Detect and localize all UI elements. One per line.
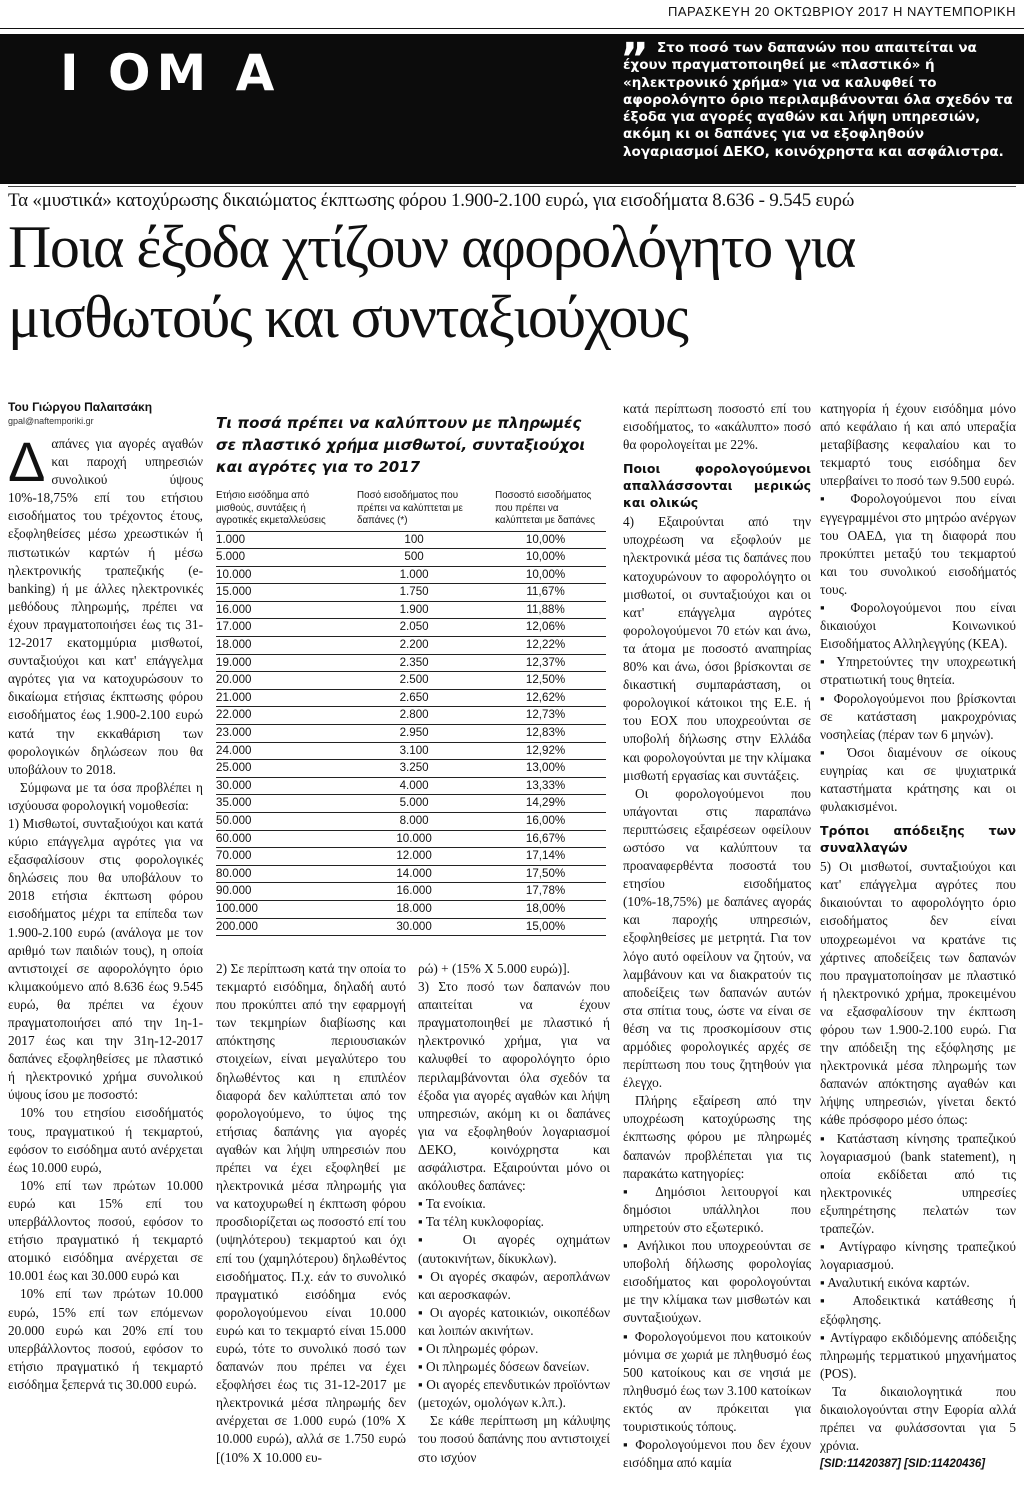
- header-date-publication: ΠΑΡΑΣΚΕΥΗ 20 ΟΚΤΩΒΡΙΟΥ 2017 Η ΝΑΥΤΕΜΠΟΡΙΚΗ: [667, 4, 1016, 19]
- percent-cell: 12,50%: [485, 672, 606, 690]
- income-cell: 16.000: [216, 601, 343, 619]
- percent-cell: 11,88%: [485, 601, 606, 619]
- income-cell: 25.000: [216, 760, 343, 778]
- percent-cell: 11,67%: [485, 584, 606, 602]
- table-row: [216, 707, 606, 725]
- income-cell: 17.000: [216, 619, 343, 637]
- percent-cell: 17,50%: [485, 865, 606, 883]
- income-cell: 100.000: [216, 900, 343, 918]
- bullet-item: ▪ Κατάσταση κίνησης τραπεζικού λογαριασμού (bank statement), η οποία εκδίδεται από τις ηλεκτρονικές υπηρεσίες εξυπηρέτησης πελατών των τραπεζών.: [820, 1130, 1016, 1237]
- income-cell: 30.000: [216, 777, 343, 795]
- percent-cell: 12,37%: [485, 654, 606, 672]
- bullet-item: ▪ Αναλυτική εικόνα καρτών.: [820, 1275, 970, 1291]
- author-name: Του Γιώργου Παλαιτσάκη: [8, 400, 153, 414]
- table-row: [216, 601, 606, 619]
- percent-cell: 17,14%: [485, 848, 606, 866]
- percent-cell: 10,00%: [485, 549, 606, 567]
- bullet-item: ▪ Φορολογούμενοι που είναι δικαιούχοι Κοινωνικού Εισοδήματος Αλληλεγγύης (ΚΕΑ).: [820, 600, 1016, 652]
- table-row: [216, 813, 606, 831]
- column-1: [8, 400, 203, 1394]
- drop-cap: Δ: [8, 430, 46, 493]
- bullet-item: ▪ Αποδεικτικά κατάθεσης ή εξόφλησης.: [820, 1293, 1016, 1327]
- paragraph: κατηγορία ή έχουν εισόδημα μόνο από κεφάλαιο ή και από υπεραξία μεταβίβασης κεφαλαίου και το τεκμαρτό τους εισόδημα δεν υπερβαίνει το ποσό των 9.500 ευρώ.: [820, 401, 1016, 489]
- table-row: [216, 566, 606, 584]
- amount-cell: 2.800: [343, 707, 485, 725]
- column-3: [418, 960, 610, 1467]
- amount-cell: 3.100: [343, 742, 485, 760]
- percent-cell: 10,00%: [485, 531, 606, 549]
- percent-cell: 16,67%: [485, 830, 606, 848]
- income-cell: 50.000: [216, 813, 343, 831]
- header-rule: [0, 28, 1024, 29]
- paragraph: ρώ) + (15% Χ 5.000 ευρώ)].: [418, 961, 570, 976]
- percent-cell: 17,78%: [485, 883, 606, 901]
- amount-cell: 4.000: [343, 777, 485, 795]
- author-email: gpal@naftemporiki.gr: [8, 416, 94, 426]
- income-cell: 70.000: [216, 848, 343, 866]
- amount-cell: 2.050: [343, 619, 485, 637]
- bullet-item: ▪ Αντίγραφο εκδιδόμενης απόδειξης πληρωμής τερματικού μηχανήματος (POS).: [820, 1329, 1016, 1381]
- amount-cell: 2.500: [343, 672, 485, 690]
- table-row: [216, 848, 606, 866]
- paragraph: Σε κάθε περίπτωση μη κάλυψης του ποσού δαπάνης που αντιστοιχεί στο ισχύον: [418, 1413, 610, 1465]
- table-row: [216, 760, 606, 778]
- income-cell: 23.000: [216, 725, 343, 743]
- expense-table: [216, 490, 606, 936]
- table-row: [216, 689, 606, 707]
- table-row: [216, 549, 606, 567]
- column-4: [623, 400, 811, 1472]
- amount-cell: 2.950: [343, 725, 485, 743]
- paragraph: Σύμφωνα με τα όσα προβλέπει η ισχύουσα φορολογική νομοθεσία:: [8, 779, 203, 813]
- percent-cell: 16,00%: [485, 813, 606, 831]
- percent-cell: 15,00%: [485, 918, 606, 936]
- table-row: [216, 865, 606, 883]
- paragraph: Πλήρης εξαίρεση από την υποχρέωση κατοχύρωσης της έκπτωσης φόρου με πληρωμές δαπανών προβλέπεται για τις παρακάτω κατηγορίες:: [623, 1093, 811, 1181]
- amount-cell: 1.000: [343, 566, 485, 584]
- amount-cell: 30.000: [343, 918, 485, 936]
- table-header-percent: Ποσοστό εισοδήματος που πρέπει να καλύπτεται με δαπάνες: [485, 490, 606, 531]
- table-header-amount: Ποσό εισοδήματος που πρέπει να καλύπτεται με δαπάνες (*): [343, 490, 485, 531]
- percent-cell: 12,83%: [485, 725, 606, 743]
- percent-cell: 12,92%: [485, 742, 606, 760]
- bullet-item: ▪ Φορολογούμενοι που είναι εγγεγραμμένοι στο μητρώο ανέργων του ΟΑΕΔ, για τη διαφορά που προκύπτει μεταξύ του τεκμαρτού και του συνολικού εισοδήματός τους.: [820, 491, 1016, 597]
- bullet-item: ▪ Όσοι διαμένουν σε οίκους ευγηρίας και σε ψυχιατρικά καταστήματα κράτησης και οι φυλακισμένοι.: [820, 744, 1016, 815]
- bullet-item: ▪ Δημόσιοι λειτουργοί και δημόσιοι υπάλληλοι που υπηρετούν στο εξωτερικό.: [623, 1183, 811, 1235]
- amount-cell: 2.350: [343, 654, 485, 672]
- paragraph: Τα δικαιολογητικά που δικαιολογούνται στην Εφορία αλλά πρέπει να φυλάσσονται για 5 χρόνια.: [820, 1383, 1016, 1454]
- paragraph: Οι φορολογούμενοι που υπάγονται στις παραπάνω περιπτώσεις εξαιρέσεων οφείλουν ωστόσο να καλύπτουν τα προαναφερθέντα ποσοστά του ετησίου εισοδήματος (10%-18,75%) με δαπάνες αγοράς και παροχής υπηρεσιών, εξοφληθείσες με μετρητά. Για τον λόγο αυτό οφείλουν να ζητούν, να λαμβάνουν και να διακρατούν τις αποδείξεις των δαπανών αυτών στα σπίτια τους, ώστε να είναι σε θέση να τις προσκομίσουν στις αρμόδιες φορολογικές αρχές σε περίπτωση που τους ζητηθούν για έλεγχο.: [623, 785, 811, 1091]
- amount-cell: 1.750: [343, 584, 485, 602]
- table-row: [216, 637, 606, 655]
- income-cell: 60.000: [216, 830, 343, 848]
- bullet-item: ▪ Οι πληρωμές φόρων.: [418, 1340, 539, 1356]
- amount-cell: 3.250: [343, 760, 485, 778]
- percent-cell: 12,62%: [485, 689, 606, 707]
- paragraph: απάνες για αγορές αγαθών και παροχή υπηρεσιών συνολικού ύψους 10%-18,75% επί του ετήσιου εισοδήματος του τρέχοντος έτους, εξοφληθείσες μέσω χρεωστικών ή πιστωτικών καρτών ή μέσω ηλεκτρονικής τραπεζικής (e-banking) ή με άλλες ηλεκτρονικές μεθόδους πληρωμής, πρέπει να έχουν πραγματοποιήσει έως τις 31-12-2017 εκατομμύρια μισθωτοί, συνταξιούχοι και κατ' επάγγελμα αγρότες για να κατοχυρώσουν το δικαίωμα ετήσιας έκπτωσης φόρου εισοδήματος έως 1.900-2.100 ευρώ κατά την εκκαθάριση των φορολογικών δηλώσεων που θα υποβάλουν το 2018.: [8, 436, 203, 777]
- bullet-item: ▪ Οι πληρωμές δόσεων δανείων.: [418, 1359, 590, 1375]
- bullet-item: ▪ Ανήλικοι που υποχρεούνται σε υποβολή δήλωσης φορολογίας εισοδήματος και φορολογούνται με την κλίμακα των μισθωτών και συνταξιούχων.: [623, 1238, 811, 1326]
- percent-cell: 12,22%: [485, 637, 606, 655]
- percent-cell: 13,33%: [485, 777, 606, 795]
- income-cell: 10.000: [216, 566, 343, 584]
- table-row: [216, 654, 606, 672]
- paragraph: 4) Εξαιρούνται από την υποχρέωση να εξοφλούν με ηλεκτρονικά μέσα τις δαπάνες που κατοχυρώνουν το αφορολόγητο οι μισθωτοί, οι συνταξιούχοι και οι κατ' επάγγελμα αγρότες φορολογούμενοι 70 ετών και άνω, τα άτομα με ποσοστό αναπηρίας 80% και άνω, όσοι βρίσκονται σε δικαστική συμπαράσταση, οι φορολογικοί κάτοικοι της Ε.Ε. ή του ΕΟΧ που υποχρεούνται σε υποβολή δήλωσης στην Ελλάδα και φορολογούνται με την κλίμακα μισθωτή εργασίας και συντάξεις.: [623, 514, 811, 783]
- table-row: [216, 830, 606, 848]
- subheading-proof: Τρόποι απόδειξης των συναλλαγών: [820, 823, 1016, 856]
- bullet-item: ▪ Τα ενοίκια.: [418, 1196, 486, 1212]
- percent-cell: 13,00%: [485, 760, 606, 778]
- table-row: [216, 795, 606, 813]
- bullet-item: ▪ Φορολογούμενοι που βρίσκονται σε κατάσταση μακροχρόνιας νοσηλείας (πέραν των 6 μηνών).: [820, 690, 1016, 742]
- section-logo: Ι ΟΜ Α: [60, 44, 281, 102]
- income-cell: 18.000: [216, 637, 343, 655]
- amount-cell: 1.900: [343, 601, 485, 619]
- table-header-income: Ετήσιο εισόδημα από μισθούς, συντάξεις ή αγροτικές εκμεταλλεύσεις: [216, 490, 343, 531]
- amount-cell: 12.000: [343, 848, 485, 866]
- amount-cell: 14.000: [343, 865, 485, 883]
- bullet-item: ▪ Οι αγορές οχημάτων (αυτοκινήτων, δίκυκλων).: [418, 1232, 610, 1266]
- income-cell: 19.000: [216, 654, 343, 672]
- amount-cell: 16.000: [343, 883, 485, 901]
- paragraph: 3) Στο ποσό των δαπανών που απαιτείται να έχουν πραγματοποιηθεί με πλαστικό ή ηλεκτρονικό χρήμα, για να καλυφθεί το αφορολόγητο όριο περιλαμβάνονται όλα σχεδόν τα έξοδα για αγορές αγαθών και λήψη υπηρεσιών, ακόμη κι οι δαπάνες για να εξοφληθούν λογαριασμοί ΔΕΚΟ, κοινόχρηστα και ασφάλιστρα. Εξαιρούνται μόνο οι ακόλουθες δαπάνες:: [418, 979, 610, 1194]
- source-id: [SID:11420387] [SID:11420436]: [820, 1458, 986, 1471]
- bullet-item: ▪ Φορολογούμενοι που κατοικούν μόνιμα σε χωριά με πληθυσμό έως 500 κατοίκους και σε νησιά με πληθυσμό έως των 3.100 κατοίκων εκτός αν πρόκειται για τουριστικούς τόπους.: [623, 1328, 811, 1434]
- percent-cell: 14,29%: [485, 795, 606, 813]
- amount-cell: 2.200: [343, 637, 485, 655]
- bullet-item: ▪ Οι αγορές κατοικιών, οικοπέδων και λοιπών ακινήτων.: [418, 1304, 610, 1338]
- page-header: [0, 0, 1024, 26]
- amount-cell: 100: [343, 531, 485, 549]
- column-5: [820, 400, 1016, 1473]
- income-cell: 15.000: [216, 584, 343, 602]
- percent-cell: 12,06%: [485, 619, 606, 637]
- paragraph: 10% επί των πρώτων 10.000 ευρώ, 15% επί των επόμενων 20.000 ευρώ και 20% επί του υπερβάλλοντος ποσού, εφόσον το ετήσιο πραγματικό ή τεκμαρτό εισόδημα ξεπερνά τις 30.000 ευρώ.: [8, 1286, 203, 1392]
- quote-mark-icon: ”: [620, 34, 649, 85]
- table-row: [216, 584, 606, 602]
- percent-cell: 12,73%: [485, 707, 606, 725]
- amount-cell: 18.000: [343, 900, 485, 918]
- pull-quote: Στο ποσό των δαπανών που απαιτείται να έχουν πραγματοποιηθεί με «πλαστικό» ή «ηλεκτρονικό χρήμα» για να καλυφθεί το αφορολόγητο όριο περιλαμβάνονται όλα σχεδόν τα έξοδα για αγορές αγαθών και λήψη υπηρεσιών, ακόμη κι οι δαπάνες για να εξοφληθούν λογαριασμοί ΔΕΚΟ, κοινόχρηστα και ασφάλιστρα.: [623, 40, 1013, 160]
- amount-cell: 5.000: [343, 795, 485, 813]
- income-cell: 35.000: [216, 795, 343, 813]
- article-kicker: Τα «μυστικά» κατοχύρωσης δικαιώματος έκπτωσης φόρου 1.900-2.100 ευρώ, για εισοδήματα 8.636 - 9.545 ευρώ: [8, 190, 855, 211]
- income-cell: 22.000: [216, 707, 343, 725]
- paragraph: 2) Σε περίπτωση κατά την οποία το τεκμαρτό εισόδημα, δηλαδή αυτό που προκύπτει από την εφαρμογή των τεκμηρίων διαβίωσης και απόκτησης περιουσιακών στοιχείων, είναι μεγαλύτερο του δηλωθέντος και η επιπλέον διαφορά δεν καλύπτεται από τον φορολογούμενο, το ύψος της ετήσιας δαπάνης για αγορές αγαθών και λήψη υπηρεσιών που πρέπει να έχει εξοφληθεί με ηλεκτρονικά μέσα πληρωμής για να κατοχυρωθεί η έκπτωση φόρου προσδιορίζεται ως ποσοστό επί του (υψηλότερου) τεκμαρτού και όχι επί του (χαμηλότερου) δηλωθέντος εισοδήματος. Π.χ. εάν το συνολικό πραγματικό εισόδημα ενός φορολογούμενου είναι 10.000 ευρώ και το τεκμαρτό είναι 15.000 ευρώ, τότε το συνολικό ποσό των δαπανών που πρέπει να έχει εξοφλήσει έως τις 31-12-2017 με ηλεκτρονικά μέσα πληρωμής δεν ανέρχεται σε 1.000 ευρώ (10% Χ 10.000 ευρώ), αλλά σε 1.750 ευρώ [(10% Χ 10.000 ευ-: [216, 961, 406, 1465]
- table-row: [216, 900, 606, 918]
- table-row: [216, 725, 606, 743]
- income-cell: 80.000: [216, 865, 343, 883]
- table-row: [216, 531, 606, 549]
- table-row: [216, 742, 606, 760]
- income-cell: 21.000: [216, 689, 343, 707]
- bullet-item: ▪ Οι αγορές επενδυτικών προϊόντων (μετοχών, ομολόγων κ.λπ.).: [418, 1377, 610, 1411]
- percent-cell: 10,00%: [485, 566, 606, 584]
- table-row: [216, 883, 606, 901]
- subheading-exemptions: Ποιοι φορολογούμενοι απαλλάσσονται μερικώς και ολικώς: [623, 461, 811, 511]
- paragraph: 1) Μισθωτοί, συνταξιούχοι και κατά κύριο επάγγελμα αγρότες για να εξασφαλίσουν στις φορολογικές δηλώσεις που θα υποβάλουν το 2018 ετήσια έκπτωση φόρου εισοδήματος μέχρι τα επίπεδα των 1.900-2.100 ευρώ (ανάλογα με τον αριθμό των παιδιών τους), η οποία αντιστοιχεί σε αφορολόγητο όριο κλιμακούμενο από 8.636 έως 9.545 ευρώ, θα πρέπει να έχουν πραγματοποιήσει από την 1η-1-2017 έως και την 31η-12-2017 δαπάνες εξοφληθείσες με πλαστικό ή ηλεκτρονικό χρήμα συνολικού ύψους ίσου με ποσοστό:: [8, 815, 203, 1103]
- table-row: [216, 619, 606, 637]
- kicker-rule: [8, 186, 1016, 187]
- table-row: [216, 672, 606, 690]
- income-cell: 200.000: [216, 918, 343, 936]
- paragraph: 10% του ετησίου εισοδήματός τους, πραγματικού ή τεκμαρτού, εφόσον το εισόδημα αυτό ανέρχεται έως 10.000 ευρώ,: [8, 1105, 203, 1175]
- bullet-item: ▪ Φορολογούμενοι που δεν έχουν εισόδημα από καμία: [623, 1437, 811, 1471]
- amount-cell: 2.650: [343, 689, 485, 707]
- percent-cell: 18,00%: [485, 900, 606, 918]
- column-2: [216, 960, 406, 1467]
- table-row: [216, 918, 606, 936]
- paragraph: 10% επί των πρώτων 10.000 ευρώ και 15% επί του υπερβάλλοντος ποσού, εφόσον το ετήσιο πραγματικό ή τεκμαρτό ατομικό εισόδημα ανέρχεται σε 10.001 έως και 30.000 ευρώ και: [8, 1177, 203, 1284]
- table-row: [216, 777, 606, 795]
- bullet-item: ▪ Οι αγορές σκαφών, αεροπλάνων και αεροσκαφών.: [418, 1268, 610, 1302]
- paragraph: 5) Οι μισθωτοί, συνταξιούχοι και κατ' επάγγελμα αγρότες που δικαιούνται το αφορολόγητο όριο εισοδήματος δεν είναι υποχρεωμένοι να κρατάνε τις χάρτινες αποδείξεις των δαπανών που πραγματοποίησαν με πλαστικό ή ηλεκτρονικό χρήμα, προκειμένου να εξασφαλίσουν την έκπτωση φόρου των 1.900-2.100 ευρώ. Για την απόδειξη της εξόφλησης με ηλεκτρονικά μέσα πληρωμής των δαπανών απόκτησης αγαθών και λήψης υπηρεσιών, γίνεται δεκτό κάθε πρόσφορο μέσο όπως:: [820, 859, 1016, 1128]
- table-header-row: [216, 490, 606, 531]
- income-cell: 20.000: [216, 672, 343, 690]
- income-cell: 5.000: [216, 549, 343, 567]
- bullet-item: ▪ Υπηρετούντες την υποχρεωτική στρατιωτική τους θητεία.: [820, 654, 1016, 688]
- paragraph: κατά περίπτωση ποσοστό επί του εισοδήματος, το «ακάλυπτο» ποσό θα φορολογείται με 22%.: [623, 401, 811, 453]
- income-cell: 24.000: [216, 742, 343, 760]
- amount-cell: 10.000: [343, 830, 485, 848]
- amount-cell: 500: [343, 549, 485, 567]
- col1-body: [8, 430, 203, 1394]
- income-cell: 90.000: [216, 883, 343, 901]
- black-banner: [0, 34, 1024, 184]
- bullet-item: ▪ Αντίγραφο κίνησης τραπεζικού λογαριασμού.: [820, 1239, 1016, 1273]
- article-title: Ποια έξοδα χτίζουν αφορολόγητο για μισθωτούς και συνταξιούχους: [8, 214, 855, 350]
- amount-cell: 8.000: [343, 813, 485, 831]
- table-title: Τι ποσά πρέπει να καλύπτουν με πληρωμές σε πλαστικό χρήμα μισθωτοί, συνταξιούχοι και αγρότες για το 2017: [216, 414, 586, 476]
- bullet-item: ▪ Τα τέλη κυκλοφορίας.: [418, 1214, 545, 1230]
- income-cell: 1.000: [216, 531, 343, 549]
